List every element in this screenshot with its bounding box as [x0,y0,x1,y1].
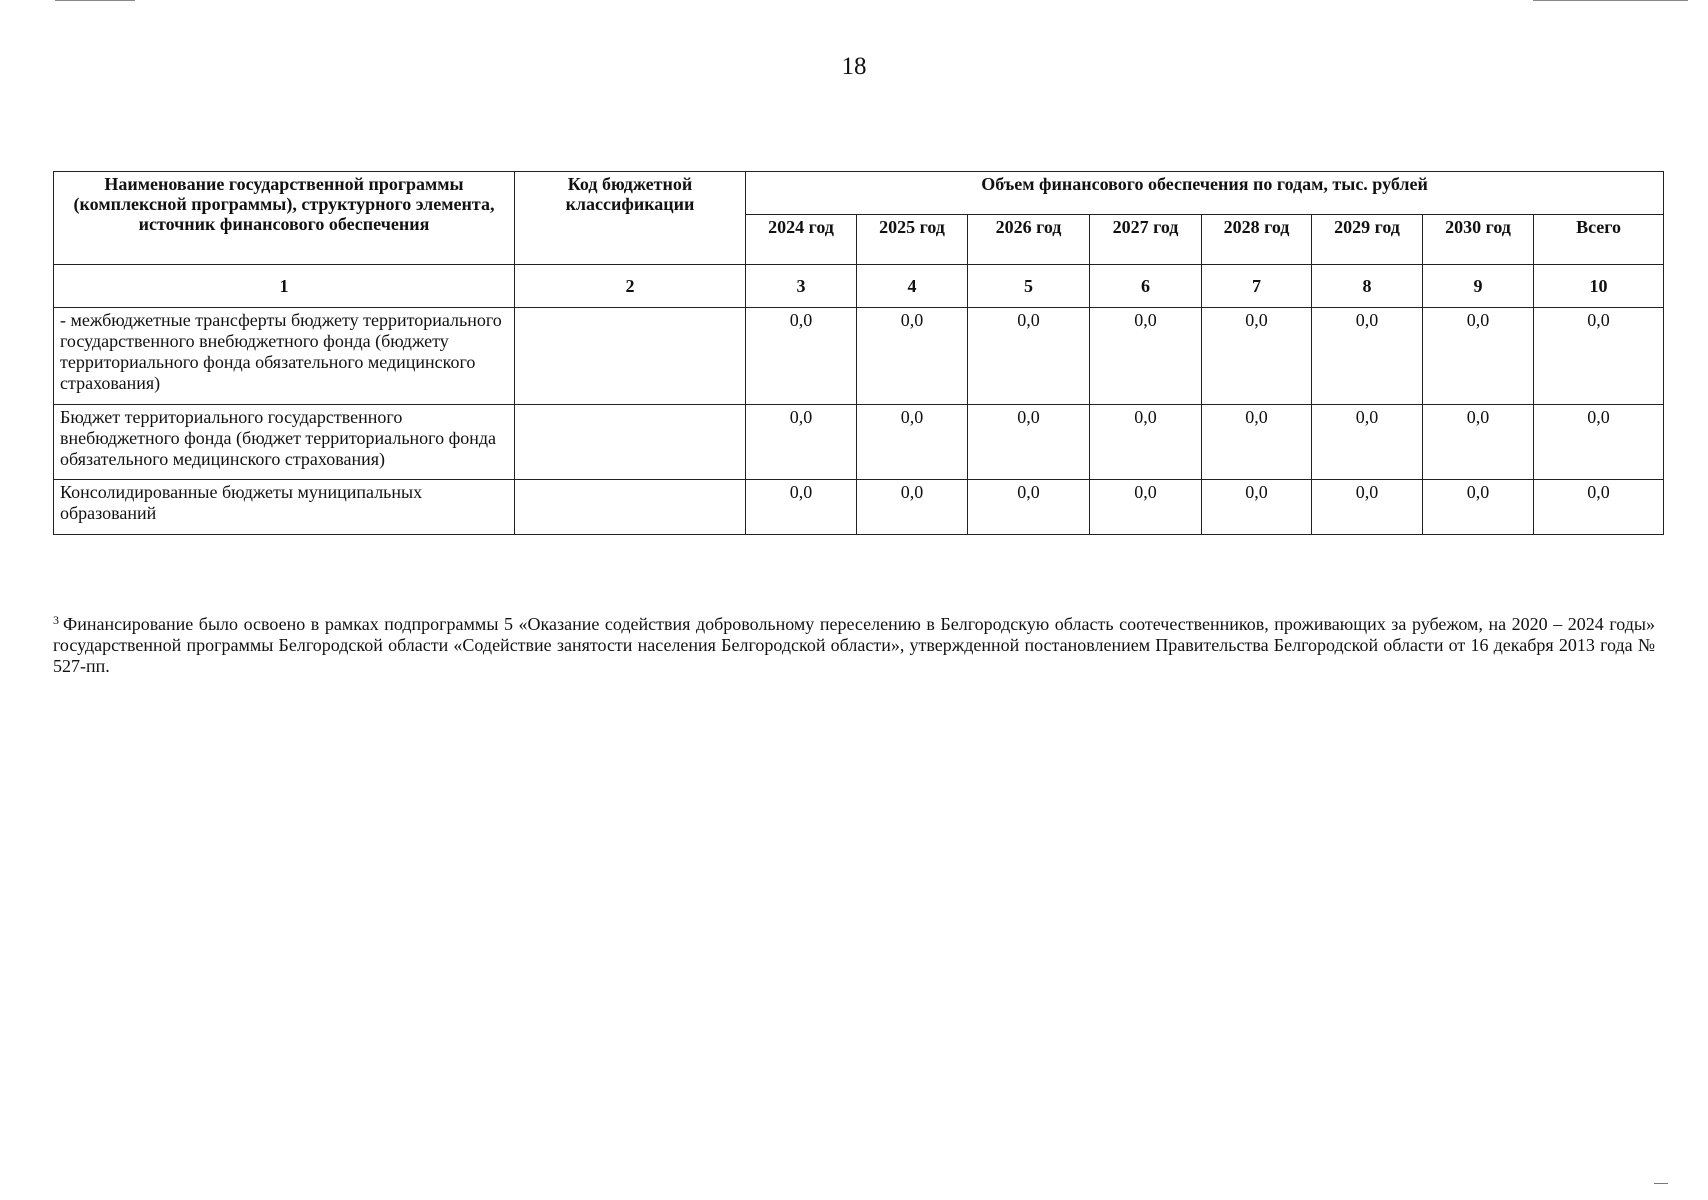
column-number: 4 [857,265,968,308]
column-number: 2 [515,265,746,308]
column-number: 1 [54,265,515,308]
footnote-marker: 3 [53,613,59,627]
header-financing-group: Объем финансового обеспечения по годам, тыс. рублей [746,172,1664,215]
value-cell: 0,0 [857,308,968,405]
row-name: - межбюджетные трансферты бюджету территориального государственного внебюджетного фонда (бюджету территориального фонда обязательного медицинского страхования) [54,308,515,405]
value-cell: 0,0 [746,480,857,535]
value-cell: 0,0 [1090,405,1202,480]
header-name: Наименование государственной программы (комплексной программы), структурного элемента, источник финансового обеспечения [54,172,515,265]
value-cell: 0,0 [1312,308,1423,405]
value-cell: 0,0 [746,308,857,405]
row-code [515,405,746,480]
header-year-2025: 2025 год [857,215,968,265]
header-year-2029: 2029 год [1312,215,1423,265]
header-year-2030: 2030 год [1423,215,1534,265]
value-cell: 0,0 [1423,405,1534,480]
row-name: Бюджет территориального государственного внебюджетного фонда (бюджет территориального фонда обязательного медицинского страхования) [54,405,515,480]
column-number: 5 [968,265,1090,308]
header-year-2026: 2026 год [968,215,1090,265]
value-cell: 0,0 [1423,308,1534,405]
header-total: Всего [1534,215,1664,265]
header-year-2027: 2027 год [1090,215,1202,265]
column-number: 7 [1202,265,1312,308]
header-code: Код бюджетной классификации [515,172,746,265]
value-cell: 0,0 [1312,405,1423,480]
value-cell: 0,0 [857,405,968,480]
financing-table-container [53,171,1663,535]
header-year-2028: 2028 год [1202,215,1312,265]
scan-artifact-left [55,0,135,1]
value-cell-total: 0,0 [1534,308,1664,405]
scan-artifact-corner [1654,1183,1668,1184]
value-cell-total: 0,0 [1534,405,1664,480]
value-cell: 0,0 [746,405,857,480]
column-number: 6 [1090,265,1202,308]
value-cell: 0,0 [1202,405,1312,480]
value-cell: 0,0 [1090,480,1202,535]
value-cell: 0,0 [968,480,1090,535]
value-cell: 0,0 [857,480,968,535]
value-cell: 0,0 [1423,480,1534,535]
column-number: 3 [746,265,857,308]
footnote [53,610,1655,677]
value-cell: 0,0 [1312,480,1423,535]
value-cell: 0,0 [1202,480,1312,535]
value-cell: 0,0 [1202,308,1312,405]
row-code [515,308,746,405]
value-cell-total: 0,0 [1534,480,1664,535]
value-cell: 0,0 [968,405,1090,480]
row-code [515,480,746,535]
scan-artifact-right [1533,0,1688,1]
page-number: 18 [841,53,867,80]
column-number: 8 [1312,265,1423,308]
table-row [54,405,1664,480]
table-row [54,308,1664,405]
header-year-2024: 2024 год [746,215,857,265]
table-row [54,480,1664,535]
column-number: 9 [1423,265,1534,308]
financing-table [53,171,1664,535]
column-numbers-row [54,265,1664,308]
footnote-text: Финансирование было освоено в рамках подпрограммы 5 «Оказание содействия добровольному переселению в Белгородскую область соотечественников, проживающих за рубежом, на 2020 – 2024 годы» государственной программы Белгородской области «Содействие занятости населения Белгородской области», утвержденной постановлением Правительства Белгородской области от 16 декабря 2013 года № 527-пп. [53,614,1655,676]
row-name: Консолидированные бюджеты муниципальных образований [54,480,515,535]
value-cell: 0,0 [1090,308,1202,405]
column-number: 10 [1534,265,1664,308]
value-cell: 0,0 [968,308,1090,405]
